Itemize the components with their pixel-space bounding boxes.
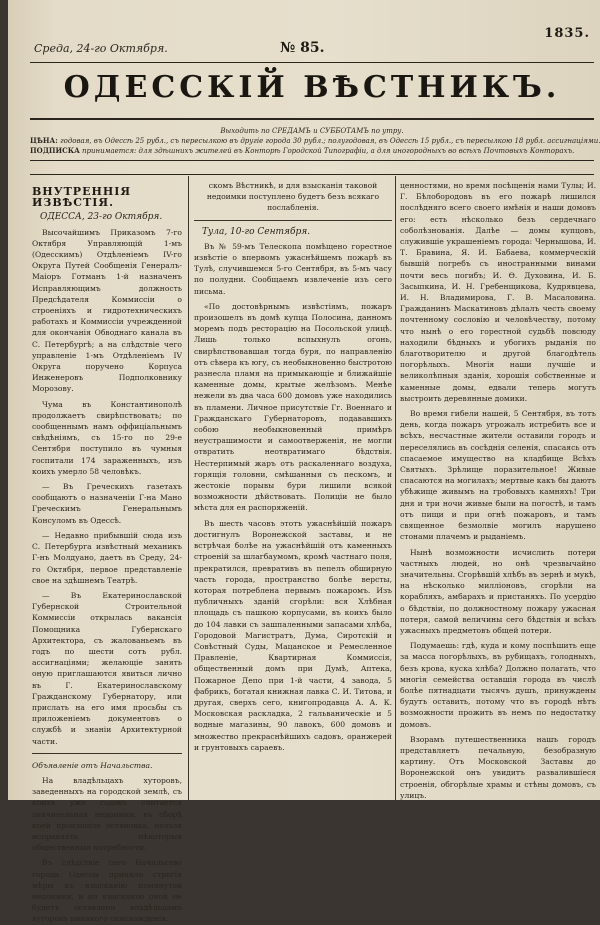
notice-paragraph: Въ слѣдствіе сего Начальство города Одессы приняло строгія мѣры къ взысканію помянутой недоимки, и по взысканію оной не будетъ оставлено владѣльцамъ хуторовъ никакого снисхожденія.	[32, 858, 182, 924]
dateline-odessa: ОДЕССА, 23-го Октября.	[40, 212, 163, 223]
article-separator	[194, 220, 392, 221]
price-label: ЦѢНА:	[30, 136, 58, 145]
info-rule-2	[30, 174, 594, 175]
article-paragraph: Во время гибели нашей, 5 Сентября, въ тотъ день, когда пожаръ угрожалъ истребить все и всѣхъ, несчастные жители оставили городъ и переселялись въ сосѣднія селенія, спасаясь отъ спасаемое имущество на кладбище Всѣхъ Святыхъ. Зрѣлище поразительное! Живые спасаются на могилахъ; мертвые какъ бы даютъ убѣжище живымъ на гробовыхъ камняхъ! Три дня и три ночи живые были на погостѣ, и тамъ отъ пищи и при огнѣ пожаровъ, и тамъ священное безмолвіе могилъ нарушено стонами плачемъ и рыданіемъ.	[400, 409, 596, 542]
article-paragraph: ценностями, но время посѣщенія нами Тулы; И. Г. Бѣлобородовъ въ его пожарѣ лишился послѣдняго всего своего имѣнія и наши домовъ его: есть нѣсколько безъ сердечнаго соболѣзнованія. Далѣе — домы купцовъ, служившіе украшеніемъ города: Чернышова, И. Т. Бравина, Я. И. Бабаева, коммерческій бывшій погребъ съ иностранными винами почти весь погибъ; И. Ѳ. Духовина, И. Б. Засыпкина, И. Н. Гребенщикова, Кудрявцева, И. Н. Владимирова, Г. В. Масаловина. Гражданинъ Маскатиновъ дѣлалъ честь своему почтенному сословію и человѣчеству, потому что нынѣ о его горестной судьбѣ повсюду находили бѣдныхъ и убогихъ рыданія по благотворителю и другой благодѣтель погорѣлыхъ. Многія наши лучшіе и великолѣпныя зданія, хорошія собственные и каменные домы, едвали теперь могутъ выстроить деревянные домики.	[400, 181, 596, 403]
article-paragraph: Подумаешь: гдѣ, куда и кому поспѣшить еще за масса погорѣлыхъ, въ рубищахъ, голодныхъ, безъ крова, куска хлѣба? Должно полагать, что многія семейства оставшія города въ числѣ болѣе пятнадцати тысячъ душъ, принуждены будутъ оставить, потому что въ городѣ нѣтъ возможности прожить въ немъ по недостатку домовъ.	[400, 641, 596, 729]
price-text: годовая, въ Одессѣ 25 рубл., съ пересылкою въ другіе города 30 рубл.; полугодовая, въ Одессѣ 15 рубл., съ пересылкою 18 рубл. ассигнаціями.	[60, 137, 600, 145]
issue-date: Среда, 24-го Октября.	[34, 42, 168, 55]
article-paragraph: Въ № 59-мъ Телескопа помѣщено горестное извѣстіе о впервомъ ужаснѣйшемъ пожарѣ въ Тулѣ, случившемся 5-го Сентября, въ 5-мъ часу по полудни. Сообщаемъ извлеченіе изъ сего письма.	[194, 241, 392, 296]
column-divider-2	[395, 176, 396, 800]
subscription-text: принимается: для здѣшнихъ жителей въ Конторѣ Городской Типографіи, а для иногородныхъ во всѣхъ Почтовыхъ Конторахъ.	[82, 147, 575, 155]
column-3	[400, 180, 596, 800]
notice-heading: Объявленіе отъ Начальства.	[32, 760, 153, 770]
dateline-tula: Тула, 10-го Сентября.	[202, 226, 311, 237]
price-line	[30, 136, 600, 146]
masthead-rule-top	[30, 62, 594, 63]
publication-info	[30, 126, 600, 156]
masthead-rule-bottom	[30, 118, 594, 120]
publication-schedule: Выходить по СРЕДАМЪ и СУББОТАМЪ по утру.	[220, 127, 404, 135]
masthead-top	[30, 26, 590, 62]
newspaper-page	[8, 0, 600, 924]
article-paragraph: Чума въ Константинополѣ продолжаетъ свирѣпствовать; по сообщеннымъ намъ оффиціальнымъ свѣдѣніямъ, съ 15-го по 29-е Сентября поступило въ чумныя госпитали 174 зараженныхъ, изъ коихъ умерло 58 человѣкъ.	[32, 399, 182, 476]
column-1	[32, 180, 182, 924]
subscription-label: ПОДПИСКА	[30, 146, 80, 155]
info-rule-1	[30, 160, 594, 161]
article-paragraph: — Въ Екатеринославской Губернской Строительной Коммиссіи открылась вакансія Помощника Губернскаго Архитектора, съ жалованьемъ въ годъ по шести сотъ рубл. ассигнаціями; желающіе занять оную приглашаются явиться лично въ Г. Екатеринославскому Гражданскому Губернатору, или прислать на его имя просьбы съ приложеніемъ документовъ о службѣ и знаніи Архитектурной части.	[32, 590, 182, 746]
section-heading: ВНУТРЕННІЯ ИЗВѢСТІЯ.	[32, 185, 132, 210]
article-paragraph: Въ шесть часовъ этотъ ужаснѣйшій пожаръ достигнулъ Воронежской заставы, и не встрѣчая болѣе на ужаснѣйшій отъ каменныхъ строеній за шлагбаумомъ, кромѣ частнаго поля, прекратился, превративъ въ пепелъ обширную часть города, пространство болѣе версты, которая потреблена первымъ пожаромъ. Изъ публичныхъ зданій сгорѣли: вся Хлѣбная площадь съ пашкою корпусами, въ коихъ было до 104 лавки съ зашпаленными запасами хлѣба, Городовой Магистратъ, Дума, Сиротскій и Совѣстный Суды, Мацанское и Ремесленное Правленіе, Квартирная Коммиссія, общественный домъ при Думѣ, Аптека, Пожарное Депо при 1-й части, 4 завода, 5 фабрикъ, богатая книжная лавка С. И. Титова, и другая, сверхъ сего, книгопродавца А. А. К. Московская раскладка, 2 гальваническіе и 5 водные магазины, 90 лавокъ, 600 домовъ и множество прекраснѣйшихъ садовъ, оранжерей и грунтовыхъ сараевъ.	[194, 518, 392, 752]
column-2	[194, 180, 392, 800]
article-separator	[32, 753, 182, 754]
article-paragraph: — Въ Греческихъ газетахъ сообщаютъ о назначеніи Г-на Мано Греческимъ Генеральнымъ Консуломъ въ Одессѣ.	[32, 482, 182, 525]
newspaper-title: ОДЕССКІЙ ВѢСТНИКЪ.	[63, 70, 561, 105]
article-paragraph: Высочайшимъ Приказомъ 7-го Октября Управляющій 1-мъ (Одесскимъ) Отдѣленіемъ IV-го Округа Путей Сообщенія Генералъ-Маіоръ Готманъ 1-й назначенъ Исправляющимъ должность Предсѣдателя Коммиссіи о строеніяхъ и гидротехническихъ работахъ и Коммиссіи учрежденной для окончанія Обводнаго канала въ С. Петербургѣ; а на слѣдствіе чего управленіе 1-мъ Отдѣленіемъ IV Округа поручено Корпуса Инженеровъ Подполковнику Морозову.	[32, 227, 182, 394]
subscription-line	[30, 146, 594, 156]
notice-paragraph: На владѣльцахъ хуторовъ, заведенныхъ на городской землѣ, съ коихъ уже годовъ считается значительная недоимка, въ сборѣ коей произошло остановка, нельзя исправлять нѣкоторыя общественныя потребности.	[32, 775, 182, 853]
article-paragraph: Взорамъ путешественника нашъ городъ представляетъ печальную, безобразную картину. Отъ Московской Заставы до Воронежской онъ увидитъ развалившіеся строенія, обгорѣлые храмы и стѣны домовъ, съ улицъ.	[400, 734, 596, 800]
issue-year: 1835.	[544, 26, 590, 41]
article-paragraph: — Недавно прибывшій сюда изъ С. Петербурга извѣстный механикъ Г-нъ Молдуано, даетъ въ Среду, 24-го Октября, первое представленіе свое на здѣшнемъ Театрѣ.	[32, 530, 182, 585]
article-paragraph: Нынѣ возможности исчислить потери частныхъ людей, но онѣ чрезвычайно значительны. Сгорѣвшій хлѣбъ въ зернѣ и мукѣ, на нѣсколько милліоновъ, сгорѣли на корабляхъ, амбарахъ и пристаняхъ. По усердію о бѣдствіи, по должностному пожару ужасная потеря, самой величины сего бѣдствія и всѣхъ ужасныхъ предметовъ общей потери.	[400, 547, 596, 635]
continued-text: скомъ Вѣстникѣ, и для взысканія таковой недоимки поступлено будетъ безъ всякаго послабленія.	[206, 181, 380, 213]
issue-number: № 85.	[280, 40, 325, 56]
column-divider-1	[188, 176, 189, 800]
article-paragraph: «По достовѣрнымъ извѣстіямъ, пожаръ произошелъ въ домѣ купца Полосина, данномъ моремъ подъ ресторацію на Посольской улицѣ. Лишь только вспыхнулъ огонь, свирѣпствовавшая тогда буря, по направленію отъ сѣвера къ югу, съ необыкновенно быстротою разнесла пламя на примыкающіе и ближайшіе каменные домы, крытые желѣзомъ. Менѣе нежели въ два часа 600 домовъ уже находились въ пламени. Личное присутствіе Гг. Военнаго и Гражданскаго Губернаторовъ, подававшихъ собою необыкновенный примѣръ неустрашимости и самоотверженія, не могли отвратить неотвратимаго бѣдствія. Нестерпимый жаръ отъ раскаленнаго воздуха, горящія головни, смѣшанныя съ пескомъ, и жестокіе порывы бури лишили всякой возможности дѣйствовать. Полиціи не было мѣста для ея распоряженій.	[194, 301, 392, 513]
